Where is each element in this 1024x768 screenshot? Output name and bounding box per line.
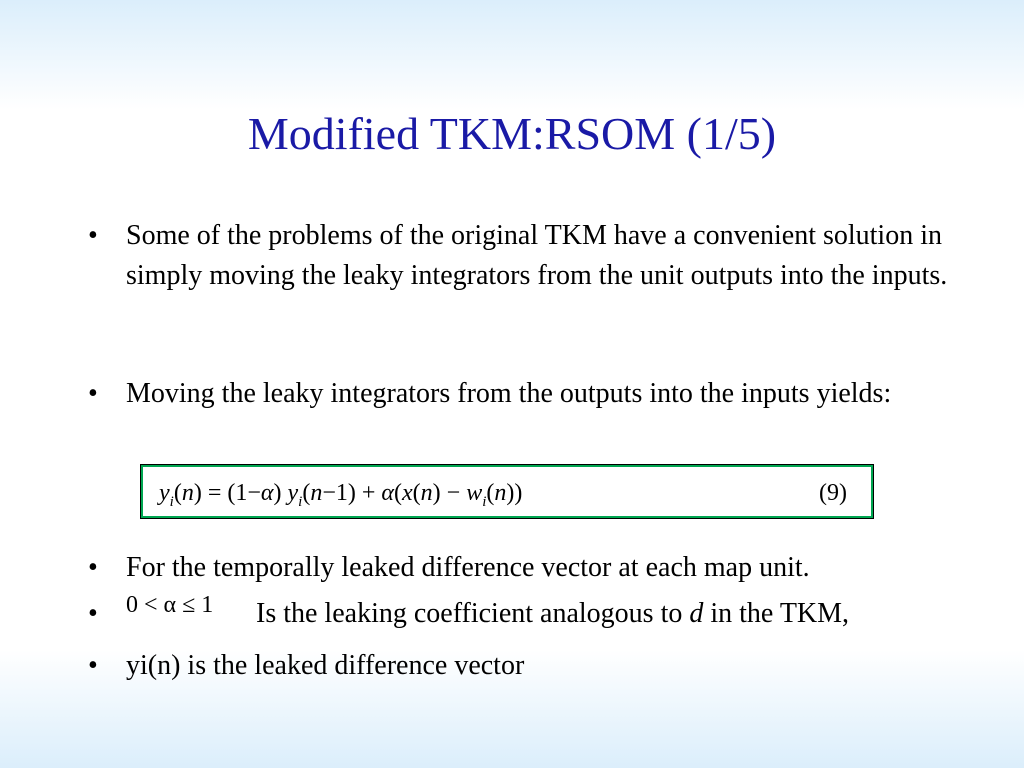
bullet-text: Some of the problems of the original TKM have a convenient solution in simply moving the leaky integrators from the unit outputs into the inputs. xyxy=(126,220,948,291)
equation-panel xyxy=(143,467,871,516)
bullet-dot: • xyxy=(88,378,98,409)
slide-title: Modified TKM:RSOM (1/5) xyxy=(247,108,777,159)
equation-number: (9) xyxy=(819,480,847,506)
bullet-dot: • xyxy=(88,598,98,629)
bullet-text-before: Is the leaking coefficient analogous to xyxy=(256,598,690,629)
equation-formula: $y_i(n) = (1-\alpha) y_i(n-1) + \alpha(x(n) - w_i(n))$ xyxy=(159,480,523,510)
bullet-text: Moving the leaky integrators from the outputs into the inputs yields: xyxy=(126,378,892,409)
alpha-range-math: 0 < α ≤ 1 xyxy=(126,592,214,618)
bullet-text-after: in the TKM, xyxy=(703,598,850,629)
equation-box xyxy=(140,464,874,519)
bullet-dot: • xyxy=(88,220,98,251)
bullet-text: For the temporally leaked difference vector at each map unit. xyxy=(126,552,810,583)
bullet-text xyxy=(256,594,849,634)
variable-d: d xyxy=(689,598,704,629)
bullet-text: yi(n) is the leaked difference vector xyxy=(126,650,525,681)
bullet-dot: • xyxy=(88,552,98,583)
bullet-dot: • xyxy=(88,650,98,681)
